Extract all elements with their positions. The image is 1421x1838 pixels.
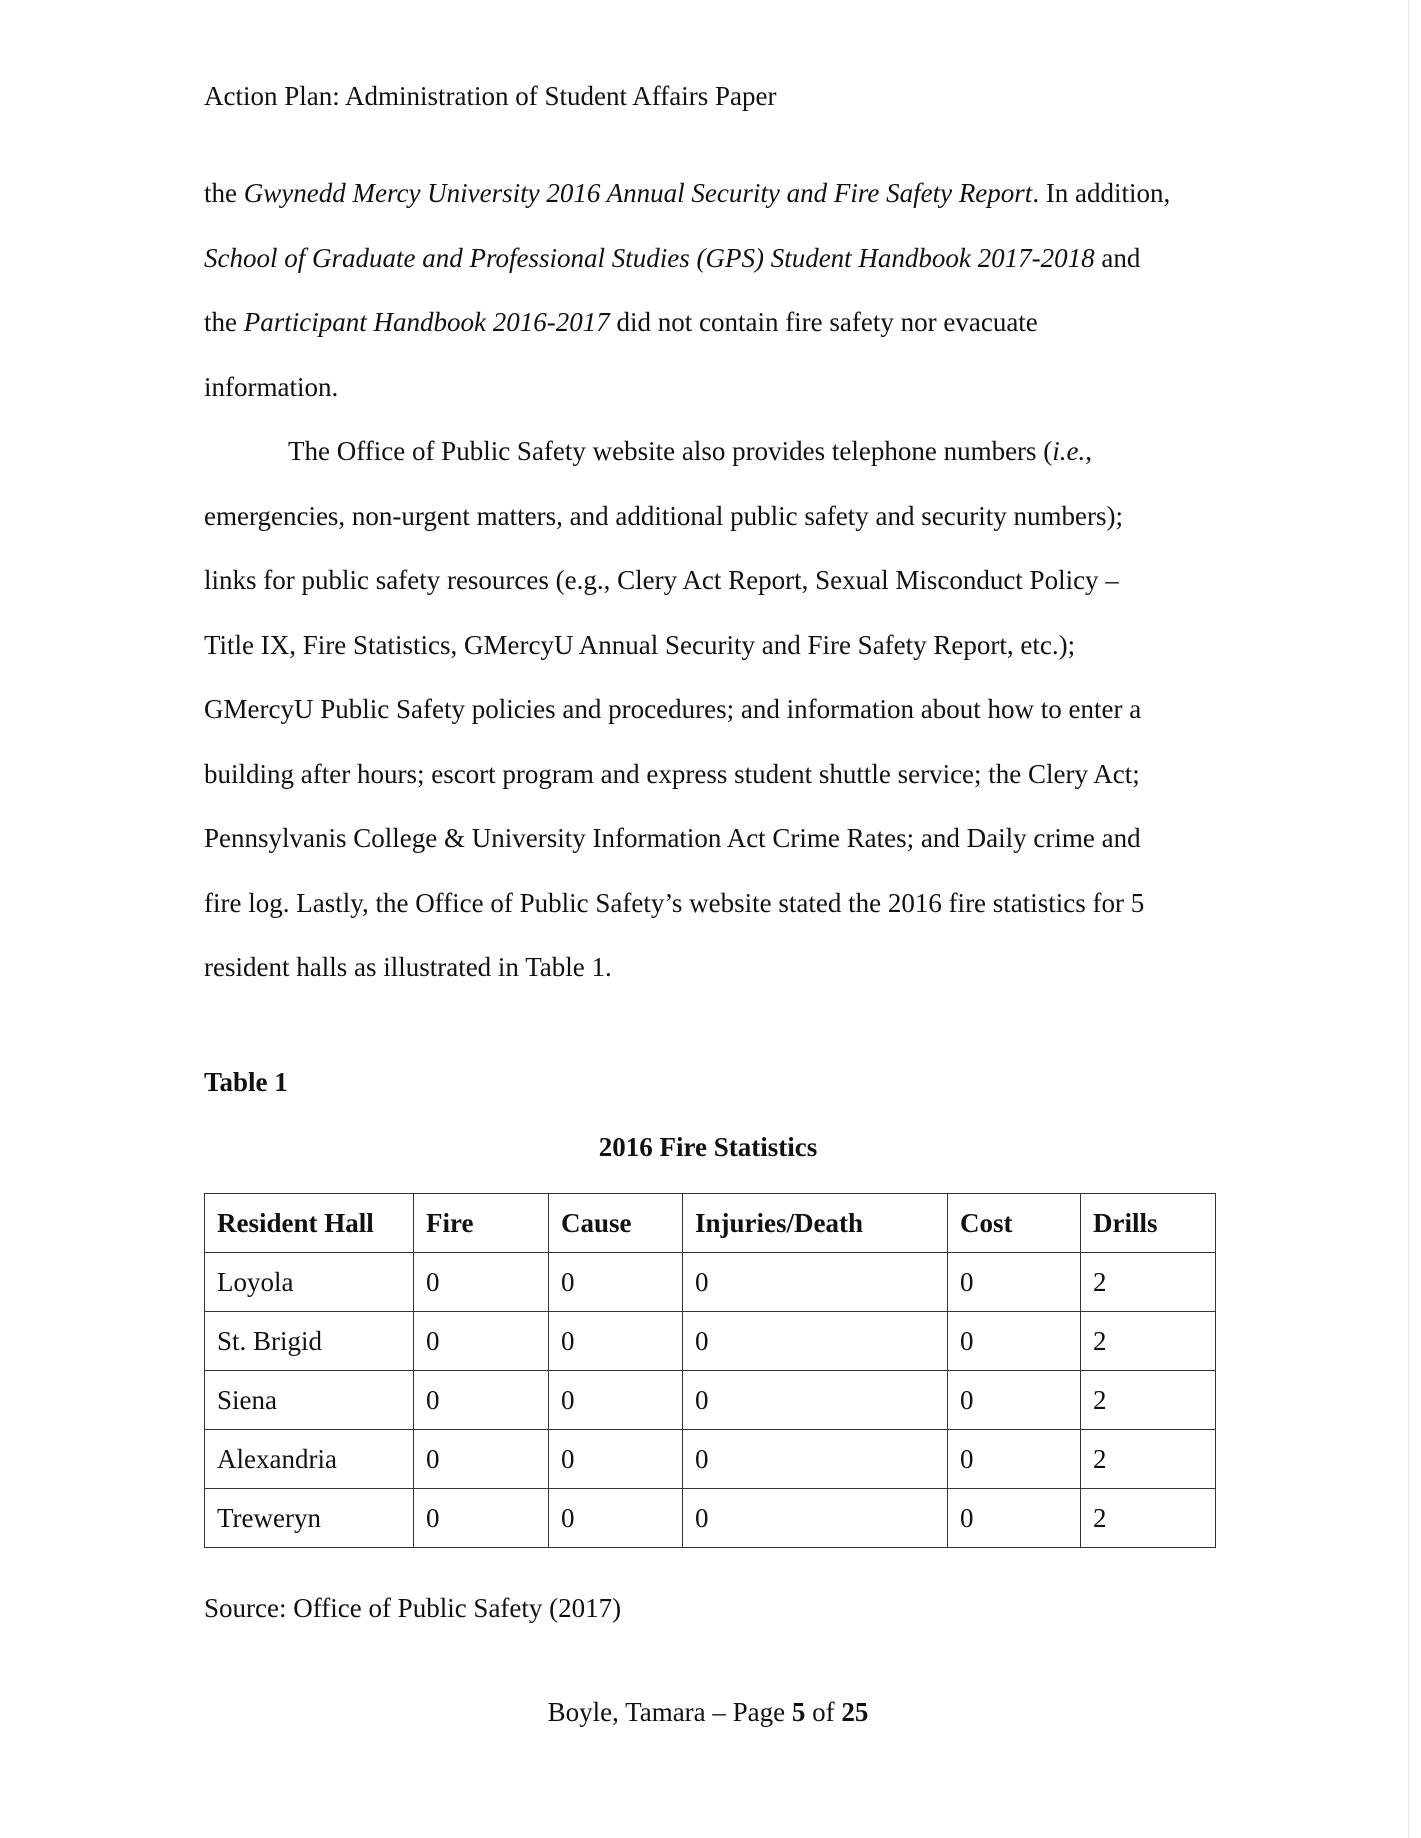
page-number: 5 [791,1697,806,1727]
table-cell: 2 [1081,1430,1216,1489]
paragraph-2-line-6: building after hours; escort program and express student shuttle service; the Clery Act; [204,758,1140,789]
body-text [204,161,1224,1000]
paragraph-1-line-2: School of Graduate and Professional Studies (GPS) Student Handbook 2017-2018 and [204,242,1141,273]
table-cell: Alexandria [205,1430,414,1489]
column-header: Fire [414,1194,549,1253]
table-cell: 0 [683,1253,948,1312]
table-cell: 0 [414,1371,549,1430]
table-cell: 0 [549,1430,683,1489]
table-row [205,1253,1216,1312]
paragraph-2-line-9: resident halls as illustrated in Table 1. [204,952,612,982]
table-source: Source: Office of Public Safety (2017) [204,1593,622,1623]
table-row [205,1371,1216,1430]
table-cell: Siena [205,1371,414,1430]
fire-statistics-table [204,1193,1216,1548]
table-cell: 0 [683,1430,948,1489]
page-footer: Boyle, Tamara – Page 5 of 25 [547,1697,869,1727]
table-cell: 0 [414,1253,549,1312]
table-cell: 0 [948,1312,1081,1371]
table-row [205,1312,1216,1371]
table-cell: 0 [948,1430,1081,1489]
paragraph-2-line-5: GMercyU Public Safety policies and procedures; and information about how to enter a [204,694,1142,724]
table-cell: 0 [683,1312,948,1371]
table-cell: 0 [683,1489,948,1548]
table-cell: 0 [948,1371,1081,1430]
table-header-row [205,1194,1216,1253]
paragraph-2-line-8: fire log. Lastly, the Office of Public Safety’s website stated the 2016 fire statistics for 5 [204,887,1145,918]
table-cell: 0 [683,1371,948,1430]
paragraph-2-line-2: emergencies, non-urgent matters, and additional public safety and security numbers); [204,500,1123,531]
paragraph-1-line-1: the Gwynedd Mercy University 2016 Annual Security and Fire Safety Report. In addition, [204,178,1171,208]
table-cell: 2 [1081,1253,1216,1312]
column-header: Resident Hall [205,1194,414,1253]
paragraph-2-line-1: The Office of Public Safety website also provides telephone numbers (i.e., [288,436,1093,466]
column-header: Cause [549,1194,683,1253]
table-cell: 2 [1081,1371,1216,1430]
column-header: Drills [1081,1194,1216,1253]
table-cell: 0 [549,1371,683,1430]
table-cell: 0 [549,1489,683,1548]
column-header: Cost [948,1194,1081,1253]
table-cell: 2 [1081,1312,1216,1371]
table-cell: 0 [414,1312,549,1371]
paragraph-1-line-3: the Participant Handbook 2016-2017 did not contain fire safety nor evacuate [204,307,1038,337]
paragraph-1-line-4: information. [204,371,339,402]
page-edge [1408,0,1409,1838]
table-cell: 0 [549,1253,683,1312]
table-cell: St. Brigid [205,1312,414,1371]
paragraph-2-line-4: Title IX, Fire Statistics, GMercyU Annual Security and Fire Safety Report, etc.); [204,629,1076,660]
table-cell: Treweryn [205,1489,414,1548]
table-cell: 0 [948,1489,1081,1548]
table-cell: Loyola [205,1253,414,1312]
table-cell: 0 [414,1489,549,1548]
page-total: 25 [841,1697,869,1727]
table-row [205,1489,1216,1548]
table-label: Table 1 [204,1067,288,1097]
table-title: 2016 Fire Statistics [598,1132,818,1162]
column-header: Injuries/Death [683,1194,948,1253]
paragraph-2-line-3: links for public safety resources (e.g., Clery Act Report, Sexual Misconduct Policy – [204,565,1119,595]
table-row [205,1430,1216,1489]
table-cell: 0 [948,1253,1081,1312]
table-cell: 0 [414,1430,549,1489]
running-head: Action Plan: Administration of Student Affairs Paper [204,81,777,111]
paragraph-2-line-7: Pennsylvanis College & University Information Act Crime Rates; and Daily crime and [204,823,1141,853]
table-cell: 2 [1081,1489,1216,1548]
table-cell: 0 [549,1312,683,1371]
